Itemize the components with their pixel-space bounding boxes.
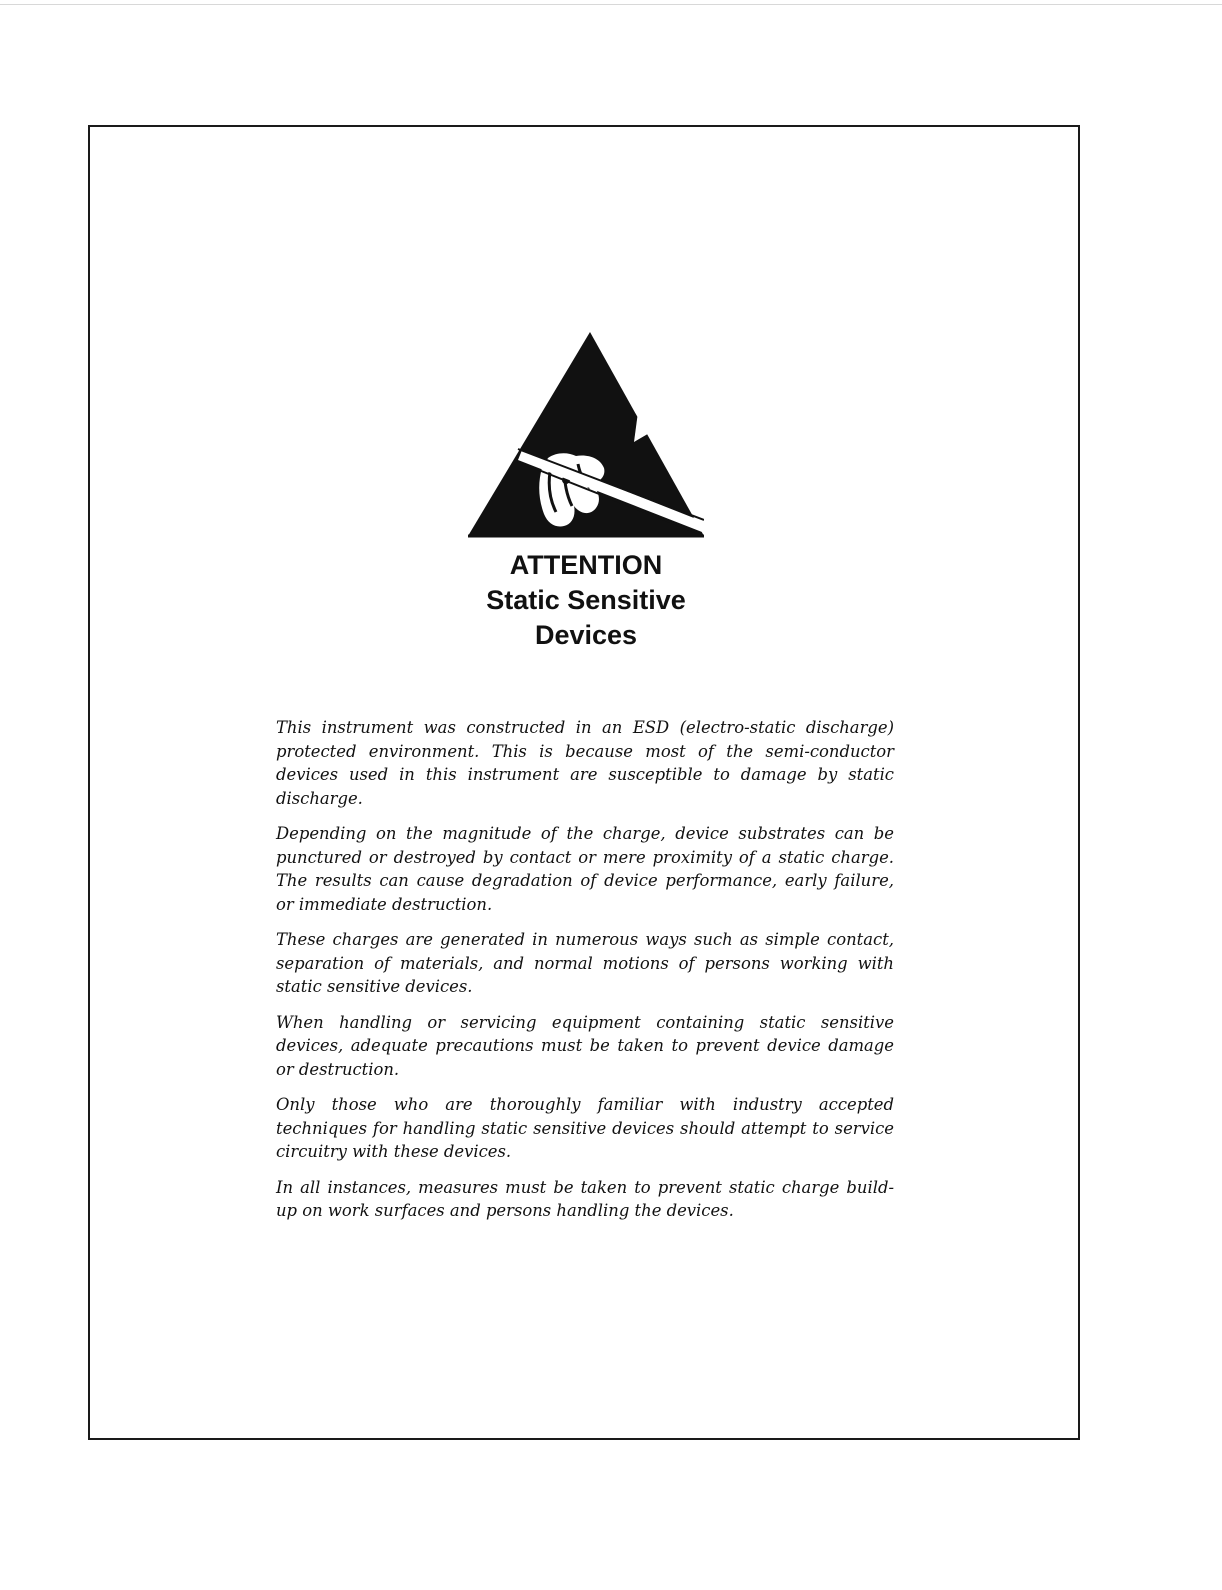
paragraph-charge-magnitude: Depending on the magnitude of the charge, device substrates can be punctured or destroyed by contact or mere proximity of a static charge. The results can cause degradation of device performance, early failure, or immediate destruction. (276, 824, 894, 914)
attention-heading (400, 548, 772, 653)
heading-line-static-sensitive: Static Sensitive (486, 585, 686, 615)
paragraph-esd-environment: This instrument was constructed in an ESD (electro-static discharge) protected environment. This is because most of the semi-conductor devices used in this instrument are susceptible to damage by static discharge. (276, 718, 894, 808)
paragraph-qualified-service: Only those who are thoroughly familiar with industry accepted techniques for handling static sensitive devices should attempt to service circuitry with these devices. (276, 1095, 894, 1161)
paragraph-charge-generation: These charges are generated in numerous ways such as simple contact, separation of materials, and normal motions of persons working with static sensitive devices. (276, 930, 894, 996)
notice-body (276, 716, 894, 1235)
esd-hand-triangle-icon (468, 330, 704, 542)
heading-line-devices: Devices (534, 620, 638, 650)
paragraph-prevent-buildup: In all instances, measures must be taken to prevent static charge build-up on work surfaces and persons handling the devices. (276, 1177, 894, 1220)
paragraph-handling-precautions: When handling or servicing equipment containing static sensitive devices, adequate precautions must be taken to prevent device damage or destruction. (276, 1012, 894, 1079)
heading-line-attention: ATTENTION (509, 550, 663, 580)
page-top-rule (0, 4, 1222, 5)
